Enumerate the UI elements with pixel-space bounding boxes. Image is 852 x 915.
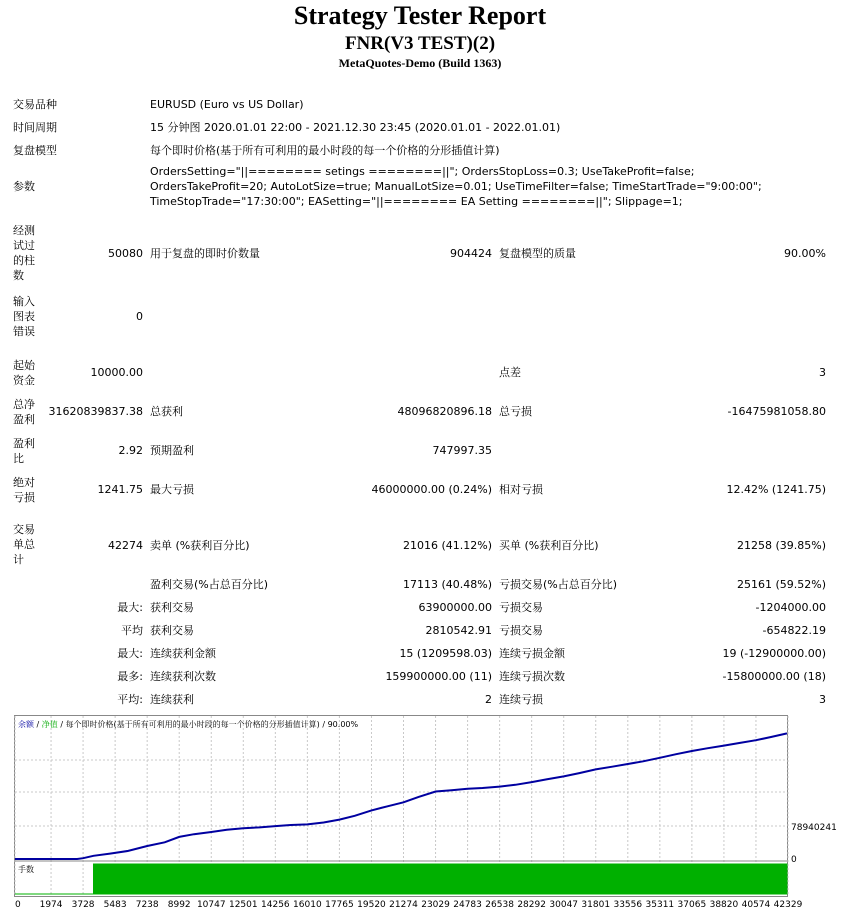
avg-consecutive-win-label: 连续获利 [150, 693, 194, 706]
net-profit-label: 总净盈利 [13, 398, 35, 426]
x-tick-label: 35311 [645, 900, 675, 910]
avg-consecutive-loss-label: 连续亏损 [499, 693, 543, 706]
largest-prefix: 最大: [117, 601, 143, 614]
avg-consecutive-loss-value: 3 [819, 693, 826, 706]
profit-trades-label: 盈利交易(%占总百分比) [150, 578, 269, 591]
legend-quality: 90.00% [327, 720, 359, 729]
ea-name: FNR(V3 TEST)(2) [344, 33, 496, 54]
spread-value: 3 [819, 366, 826, 379]
volume-bars [15, 864, 787, 894]
y-tick-label: 0 [791, 855, 797, 865]
legend-separator: / [34, 720, 42, 729]
avg-consecutive-win-value: 2 [485, 693, 492, 706]
symbol-label: 交易品种 [13, 98, 57, 111]
max-consecutive-loss-value: 19 (-12900000.00) [722, 647, 826, 660]
legend-balance: 余额 [18, 720, 34, 729]
long-trades-value: 21258 (39.85%) [736, 539, 826, 552]
model-label: 复盘模型 [13, 144, 57, 157]
rel-drawdown-label: 相对亏损 [499, 483, 543, 496]
max-drawdown-label: 最大亏损 [150, 483, 194, 496]
max-drawdown-value: 46000000.00 (0.24%) [371, 483, 492, 496]
avg-consecutive-prefix: 平均: [117, 693, 143, 706]
average-loss-value: -654822.19 [762, 624, 826, 637]
short-trades-value: 21016 (41.12%) [402, 539, 492, 552]
y-tick-label: 78940241 [791, 823, 837, 833]
loss-trades-value: 25161 (59.52%) [736, 578, 826, 591]
balance-chart [14, 715, 837, 910]
params-label: 参数 [13, 180, 35, 193]
legend-separator: / [319, 720, 328, 729]
expected-payoff-label: 预期盈利 [150, 444, 194, 457]
ticks-value: 904424 [450, 247, 492, 260]
period-value: 15 分钟图 2020.01.01 22:00 - 2021.12.30 23:45 (2020.01.01 - 2022.01.01) [150, 121, 561, 134]
average-win-label: 获利交易 [150, 624, 194, 637]
spread-label: 点差 [499, 366, 521, 379]
deposit-label: 起始资金 [13, 359, 35, 387]
largest-loss-label: 亏损交易 [499, 601, 543, 614]
most-consecutive-win-label: 连续获利次数 [150, 670, 216, 683]
most-consecutive-prefix: 最多: [117, 670, 143, 683]
x-tick-label: 31801 [581, 900, 611, 910]
x-tick-label: 1974 [39, 900, 63, 910]
net-profit-value: 31620839837.38 [48, 405, 143, 418]
report-title: Strategy Tester Report [293, 1, 547, 30]
legend-equity: 净值 [41, 720, 58, 729]
profit-factor-label: 盈利比 [13, 437, 35, 465]
model-value: 每个即时价格(基于所有可利用的最小时段的每一个价格的分形插值计算) [150, 144, 500, 157]
ticks-label: 用于复盘的即时价数量 [150, 247, 260, 260]
x-tick-label: 5483 [103, 900, 127, 910]
average-win-value: 2810542.91 [425, 624, 492, 637]
x-tick-label: 19520 [357, 900, 386, 910]
volume-label: 手数 [18, 865, 34, 874]
largest-loss-value: -1204000.00 [755, 601, 826, 614]
x-tick-label: 8992 [167, 900, 191, 910]
gross-loss-value: -16475981058.80 [727, 405, 826, 418]
largest-win-value: 63900000.00 [418, 601, 492, 614]
abs-drawdown-value: 1241.75 [97, 483, 143, 496]
gross-loss-label: 总亏损 [499, 405, 532, 418]
x-tick-label: 21274 [389, 900, 418, 910]
balance-chart-svg [15, 716, 852, 915]
expected-payoff-value: 747997.35 [432, 444, 492, 457]
symbol-value: EURUSD (Euro vs US Dollar) [150, 98, 304, 111]
x-tick-label: 28292 [517, 900, 546, 910]
total-trades-label: 交易单总计 [13, 523, 35, 566]
x-tick-label: 40574 [741, 900, 771, 910]
max-consecutive-prefix: 最大: [117, 647, 143, 660]
total-trades-value: 42274 [108, 539, 143, 552]
balance-line [15, 733, 787, 859]
x-tick-label: 16010 [293, 900, 322, 910]
params-value: OrdersSetting="||======== setings ========||"; OrdersStopLoss=0.3; UseTakeProfit=false; OrdersTakeProfit=20; AutoLotSize=true; ManualLotSize=0.01; UseTimeFilter=false; TimeStartTrade="9:00:00"; TimeStopTrade="17:30:00"; EASetting="||======== EA Setting ========||"; Slippage=1; [150, 165, 762, 208]
x-tick-label: 23029 [421, 900, 450, 910]
average-loss-label: 亏损交易 [499, 624, 543, 637]
bars-value: 50080 [108, 247, 143, 260]
max-consecutive-loss-label: 连续亏损金额 [499, 647, 565, 660]
gross-profit-label: 总获利 [150, 405, 183, 418]
x-tick-label: 10747 [196, 900, 226, 910]
most-consecutive-win-value: 159900000.00 (11) [385, 670, 492, 683]
legend-model: 每个即时价格(基于所有可利用的最小时段的每一个价格的分形插值计算) [65, 720, 320, 729]
quality-value: 90.00% [784, 247, 826, 260]
x-tick-label: 26538 [485, 900, 514, 910]
x-tick-label: 17765 [325, 900, 354, 910]
abs-drawdown-label: 绝对亏损 [13, 476, 35, 504]
x-tick-label: 38820 [709, 900, 739, 910]
max-consecutive-win-value: 15 (1209598.03) [399, 647, 492, 660]
server-build: MetaQuotes-Demo (Build 1363) [338, 56, 502, 70]
rel-drawdown-value: 12.42% (1241.75) [726, 483, 826, 496]
legend-separator: / [57, 720, 66, 729]
x-tick-label: 12501 [228, 900, 258, 910]
long-trades-label: 买单 (%获利百分比) [499, 539, 599, 552]
most-consecutive-loss-label: 连续亏损次数 [499, 670, 565, 683]
quality-label: 复盘模型的质量 [499, 247, 576, 260]
x-tick-label: 24783 [453, 900, 482, 910]
short-trades-label: 卖单 (%获利百分比) [150, 539, 250, 552]
max-consecutive-win-label: 连续获利金额 [150, 647, 216, 660]
errors-label: 输入图表错误 [13, 295, 35, 338]
x-tick-label: 33556 [613, 900, 643, 910]
profit-factor-value: 2.92 [118, 444, 143, 457]
largest-win-label: 获利交易 [150, 601, 194, 614]
profit-trades-value: 17113 (40.48%) [402, 578, 492, 591]
x-tick-label: 3728 [71, 900, 95, 910]
deposit-value: 10000.00 [90, 366, 143, 379]
period-label: 时间周期 [13, 121, 57, 134]
chart-legend [18, 719, 358, 729]
errors-value: 0 [136, 310, 143, 323]
x-tick-label: 30047 [549, 900, 579, 910]
x-tick-label: 7238 [135, 900, 159, 910]
x-tick-label: 14256 [261, 900, 290, 910]
average-prefix: 平均 [121, 624, 143, 637]
bars-label: 经测试过的柱数 [13, 224, 35, 282]
x-tick-label: 42329 [773, 900, 803, 910]
gross-profit-value: 48096820896.18 [397, 405, 492, 418]
x-tick-label: 0 [15, 900, 21, 910]
x-tick-label: 37065 [677, 900, 707, 910]
most-consecutive-loss-value: -15800000.00 (18) [722, 670, 826, 683]
loss-trades-label: 亏损交易(%占总百分比) [499, 578, 618, 591]
